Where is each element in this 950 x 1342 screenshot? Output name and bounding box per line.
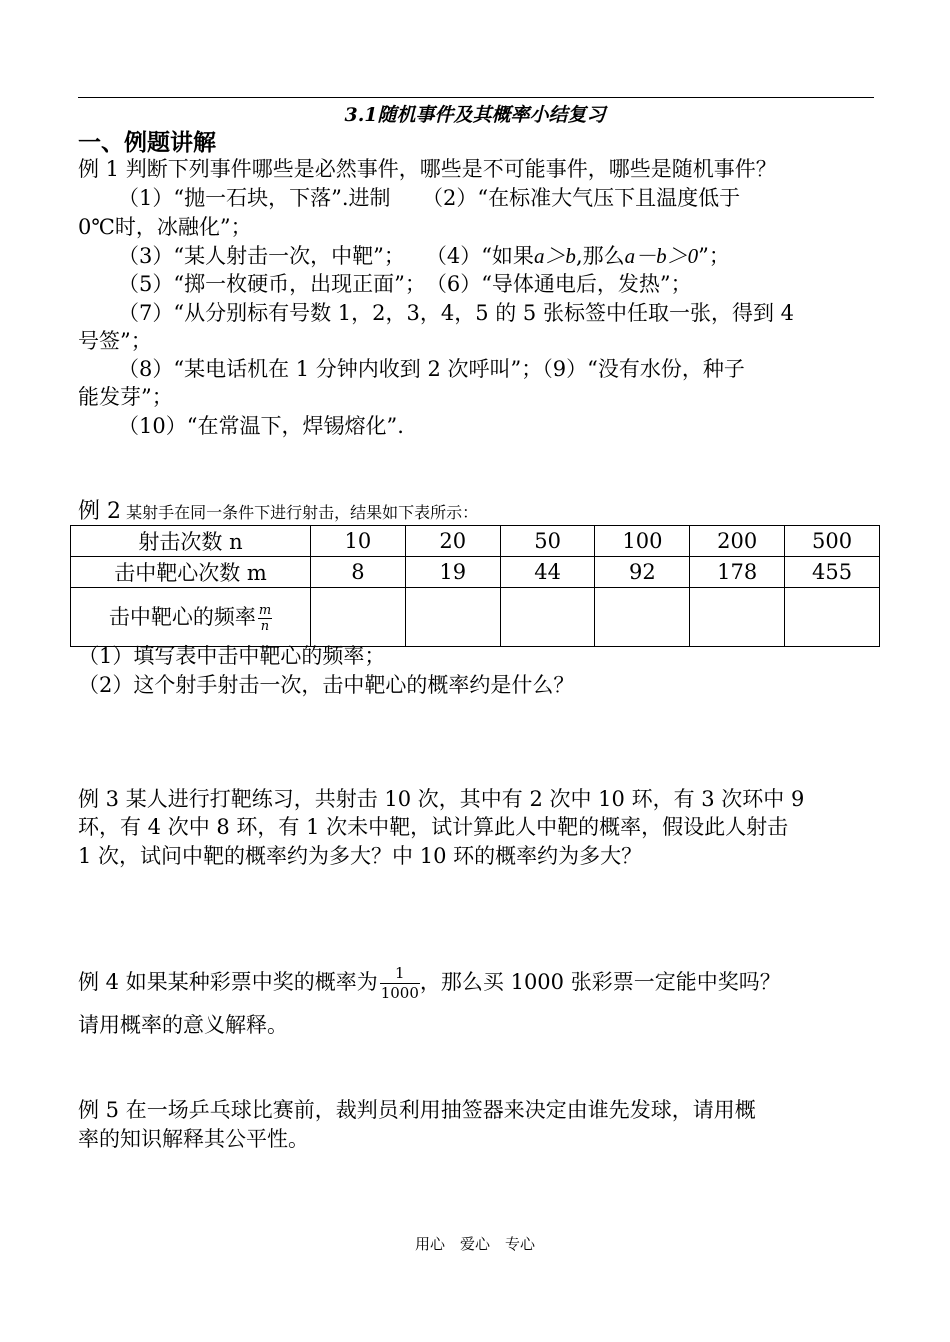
ex1-line3: 0℃时，冰融化”；	[78, 215, 252, 239]
table-cell-empty	[785, 588, 880, 647]
ex5-line2: 率的知识解释其公平性。	[78, 1127, 309, 1151]
fraction-denominator: 1000	[380, 984, 419, 1002]
ex1-line2: （1）“抛一石块，下落”.进制 （2）“在标准大气压下且温度低于	[118, 186, 741, 210]
table-cell: 178	[690, 557, 785, 588]
ex1-line9: 能发芽”；	[78, 385, 173, 409]
ex1-line7: 号签”；	[78, 329, 152, 353]
section-heading: 一、例题讲解	[78, 129, 216, 156]
fraction-m-over-n	[258, 603, 272, 634]
table-row	[71, 526, 880, 557]
table-cell-empty	[595, 588, 690, 647]
page-footer: 用心 爱心 专心	[414, 1235, 535, 1253]
ex5-line1: 例 5 在一场乒乓球比赛前，裁判员利用抽签器来决定由谁先发球，请用概	[78, 1098, 756, 1122]
table-cell: 92	[595, 557, 690, 588]
ex1-line10: （10）“在常温下，焊锡熔化”.	[118, 414, 404, 438]
table-cell: 44	[500, 557, 595, 588]
table-cell-empty	[405, 588, 500, 647]
page-title: 3.1随机事件及其概率小结复习	[344, 104, 606, 126]
row-header-frequency	[71, 588, 311, 647]
table-cell: 455	[785, 557, 880, 588]
ex1-line4	[118, 242, 730, 271]
table-row	[71, 557, 880, 588]
table-cell: 8	[311, 557, 406, 588]
ex2-question-2: （2）这个射手射击一次，击中靶心的概率约是什么？	[78, 673, 575, 697]
ex3-line1: 例 3 某人进行打靶练习，共射击 10 次，其中有 2 次中 10 环，有 3 次环中 9	[78, 787, 805, 811]
ex1-line6: （7）“从分别标有号数 1，2，3，4，5 的 5 张标签中任取一张，得到 4	[118, 301, 794, 325]
ex1-line5: （5）“掷一枚硬币，出现正面”； （6）“导体通电后，发热”；	[118, 272, 692, 296]
row-header-hits: 击中靶心次数 m	[71, 557, 311, 588]
table-cell: 500	[785, 526, 880, 557]
row-header-shots: 射击次数 n	[71, 526, 311, 557]
fraction-1-over-1000	[380, 964, 420, 1003]
ex2-intro	[78, 494, 478, 525]
ex1-line4-text-c: ”；	[698, 244, 730, 268]
table-cell-empty	[500, 588, 595, 647]
ex1-line8: （8）“某电话机在 1 分钟内收到 2 次呼叫”；（9）“没有水份，种子	[118, 357, 745, 381]
ex1-line1: 例 1 判断下列事件哪些是必然事件，哪些是不可能事件，哪些是随机事件？	[78, 157, 777, 181]
ex4-line2: 请用概率的意义解释。	[78, 1013, 288, 1037]
table-cell: 200	[690, 526, 785, 557]
table-cell: 19	[405, 557, 500, 588]
table-cell: 100	[595, 526, 690, 557]
ex1-line4-text-b: ,那么	[575, 244, 625, 268]
ex1-line4-math2: a－b＞0	[624, 244, 699, 268]
ex1-line4-math1: a＞b	[533, 244, 576, 268]
ex2-label: 例 2	[78, 499, 121, 524]
shooting-table	[70, 525, 880, 647]
fraction-denominator: n	[260, 618, 270, 634]
frequency-label: 击中靶心的频率	[108, 604, 256, 629]
table-cell: 10	[311, 526, 406, 557]
ex1-line4-text-a: （3）“某人射击一次，中靶”； （4）“如果	[118, 244, 534, 268]
ex4-text-a: 例 4 如果某种彩票中奖的概率为	[78, 970, 378, 994]
table-cell-empty	[311, 588, 406, 647]
ex3-line2: 环，有 4 次中 8 环，有 1 次未中靶，试计算此人中靶的概率，假设此人射击	[78, 815, 789, 839]
table-cell-empty	[690, 588, 785, 647]
ex3-line3: 1 次，试问中靶的概率约为多大？中 10 环的概率约为多大？	[78, 844, 643, 868]
ex2-intro-text: 某射手在同一条件下进行射击，结果如下表所示：	[126, 503, 479, 522]
fraction-numerator: 1	[380, 964, 420, 984]
ex4-line1	[78, 964, 781, 1003]
ex2-question-1: （1）填写表中击中靶心的频率；	[78, 644, 386, 668]
ex4-text-b: ，那么买 1000 张彩票一定能中奖吗？	[419, 970, 781, 994]
table-row	[71, 588, 880, 647]
table-cell: 20	[405, 526, 500, 557]
header-rule	[78, 97, 874, 98]
table-cell: 50	[500, 526, 595, 557]
fraction-numerator: m	[258, 602, 272, 618]
